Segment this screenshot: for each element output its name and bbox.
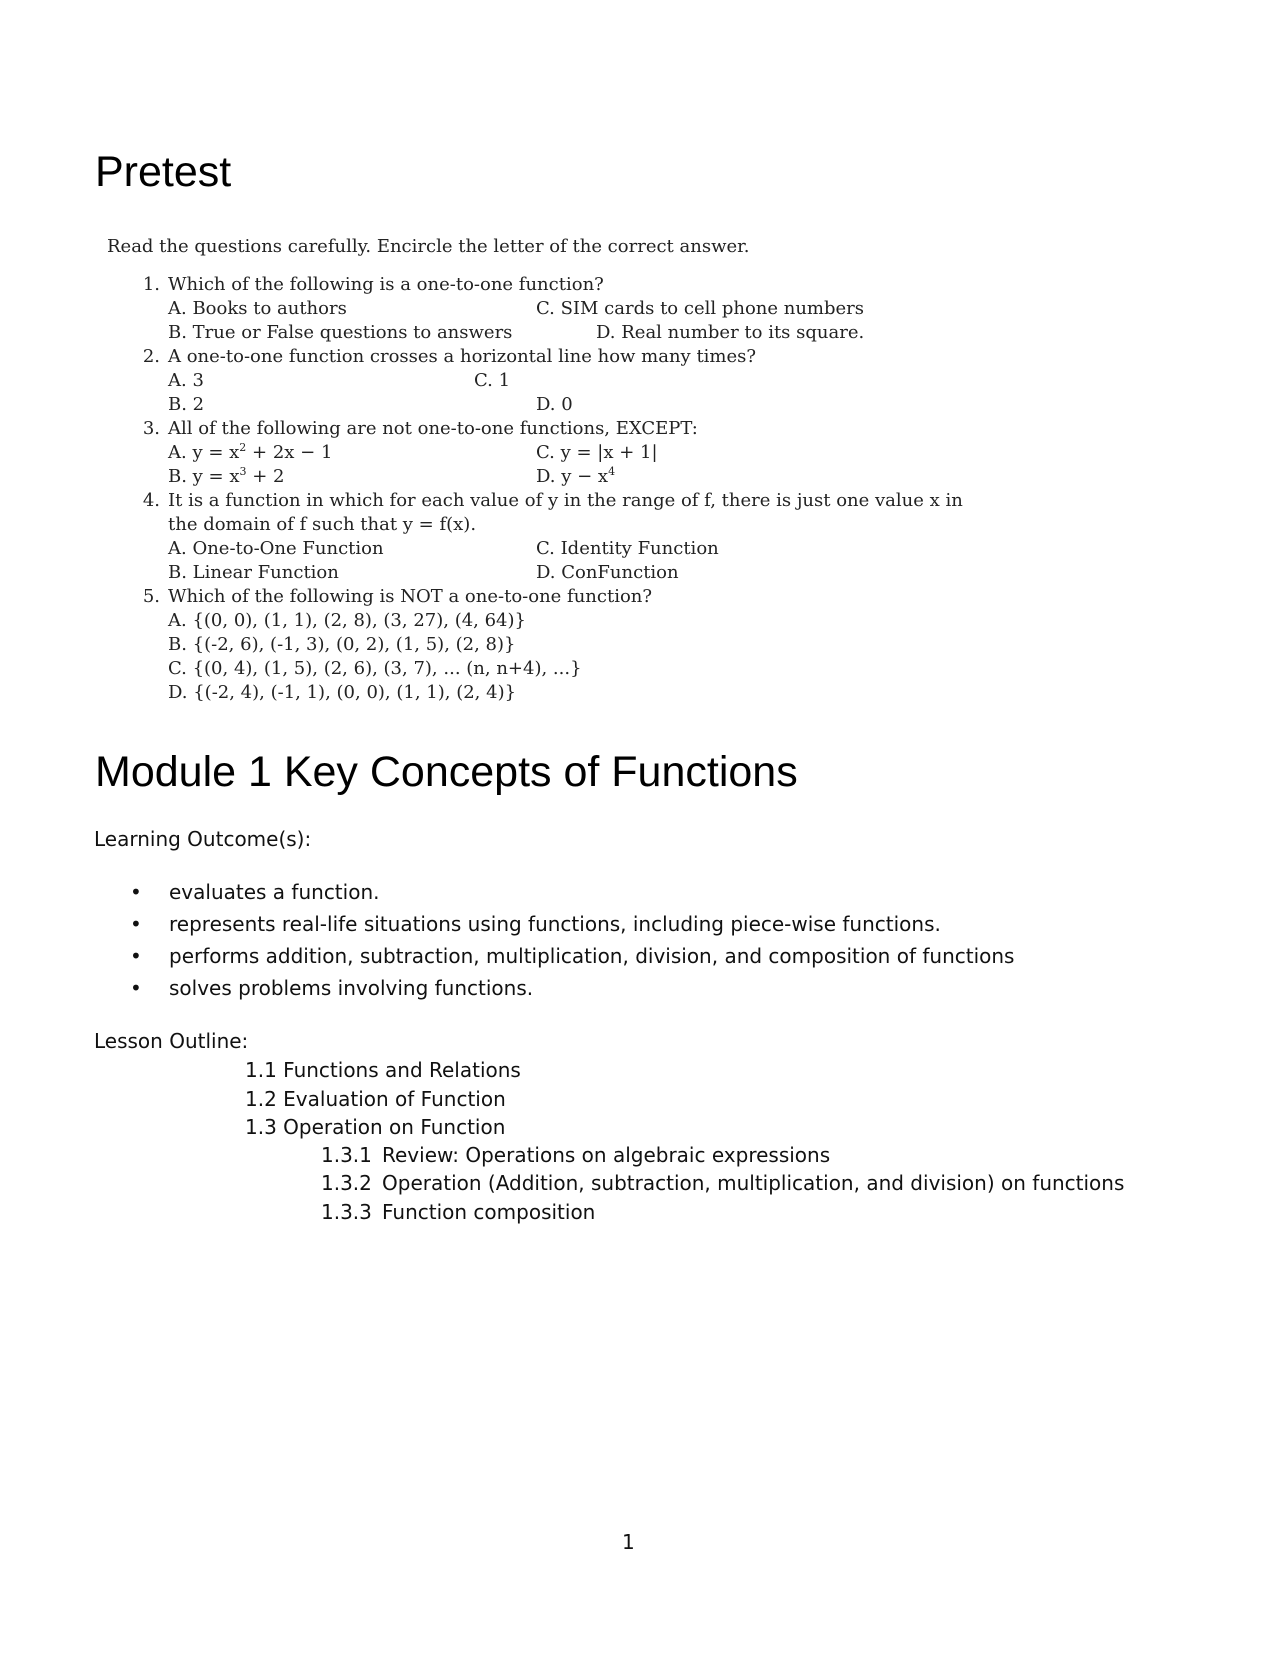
bullet-icon: • <box>130 944 142 968</box>
outline-item: 1.3 Operation on Function <box>245 1115 506 1139</box>
q3-a-suffix: + 2x − 1 <box>246 442 333 463</box>
bullet-icon: • <box>130 976 142 1000</box>
q3-option-d <box>536 466 615 487</box>
question-4-continued: the domain of f such that y = f(x). <box>168 514 477 535</box>
outcome-text: evaluates a function. <box>169 880 380 904</box>
q3-b-exponent: 3 <box>239 465 247 478</box>
question-number: 5. <box>142 586 160 607</box>
q3-a-prefix: A. y = x <box>168 442 240 463</box>
q5-option-b: B. {(-2, 6), (-1, 3), (0, 2), (1, 5), (2, 8)} <box>168 634 516 655</box>
q3-d-exponent: 4 <box>608 465 616 478</box>
q5-option-a: A. {(0, 0), (1, 1), (2, 8), (3, 27), (4, 64)} <box>168 610 526 631</box>
suboutline-number: 1.3.3 <box>321 1200 372 1224</box>
question-number: 1. <box>142 274 160 295</box>
q4-option-d: D. ConFunction <box>536 562 679 583</box>
q3-option-b <box>168 466 285 487</box>
question-number: 3. <box>142 418 160 439</box>
outline-item: 1.1 Functions and Relations <box>245 1058 521 1082</box>
q1-option-d: D. Real number to its square. <box>596 322 865 343</box>
pretest-title: Pretest <box>95 148 232 196</box>
question-5 <box>130 586 652 607</box>
q3-d-prefix: D. y − x <box>536 466 609 487</box>
q3-b-prefix: B. y = x <box>168 466 240 487</box>
q2-option-d: D. 0 <box>536 394 573 415</box>
question-3 <box>130 418 698 439</box>
question-text: Which of the following is NOT a one-to-one function? <box>168 586 653 607</box>
q2-option-b: B. 2 <box>168 394 205 415</box>
q4-option-a: A. One-to-One Function <box>168 538 384 559</box>
question-text: Which of the following is a one-to-one function? <box>168 274 604 295</box>
q3-option-a <box>168 442 332 463</box>
q1-option-a: A. Books to authors <box>168 298 347 319</box>
suboutline-text: Function composition <box>382 1200 596 1224</box>
outcome-text: represents real-life situations using functions, including piece-wise functions. <box>169 912 941 936</box>
suboutline-text: Review: Operations on algebraic expressions <box>382 1143 831 1167</box>
learning-outcomes-label: Learning Outcome(s): <box>94 827 312 851</box>
q2-option-c: C. 1 <box>474 370 511 391</box>
outline-item: 1.2 Evaluation of Function <box>245 1087 506 1111</box>
suboutline-item <box>321 1200 596 1224</box>
question-text: It is a function in which for each value of y in the range of f, there is just one value x in <box>168 490 963 511</box>
question-4 <box>130 490 963 511</box>
q2-option-a: A. 3 <box>168 370 204 391</box>
lesson-outline-label: Lesson Outline: <box>94 1029 249 1053</box>
suboutline-number: 1.3.1 <box>321 1143 372 1167</box>
question-text: A one-to-one function crosses a horizontal line how many times? <box>168 346 757 367</box>
module-title: Module 1 Key Concepts of Functions <box>95 748 798 796</box>
suboutline-item <box>321 1171 1125 1195</box>
q3-b-suffix: + 2 <box>246 466 285 487</box>
bullet-icon: • <box>130 880 142 904</box>
question-text: All of the following are not one-to-one functions, EXCEPT: <box>168 418 698 439</box>
question-2 <box>130 346 756 367</box>
q5-option-d: D. {(-2, 4), (-1, 1), (0, 0), (1, 1), (2, 4)} <box>168 682 517 703</box>
outcome-text: solves problems involving functions. <box>169 976 534 1000</box>
question-number: 4. <box>142 490 160 511</box>
bullet-icon: • <box>130 912 142 936</box>
q5-option-c: C. {(0, 4), (1, 5), (2, 6), (3, 7), ... (n, n+4), ...} <box>168 658 582 679</box>
q1-option-c: C. SIM cards to cell phone numbers <box>536 298 865 319</box>
suboutline-text: Operation (Addition, subtraction, multiplication, and division) on functions <box>382 1171 1125 1195</box>
q4-option-b: B. Linear Function <box>168 562 339 583</box>
pretest-instruction: Read the questions carefully. Encircle the letter of the correct answer. <box>107 236 750 257</box>
question-1 <box>130 274 604 295</box>
q3-option-c: C. y = |x + 1| <box>536 442 658 463</box>
q1-option-b: B. True or False questions to answers <box>168 322 513 343</box>
suboutline-number: 1.3.2 <box>321 1171 372 1195</box>
page-number: 1 <box>622 1530 635 1554</box>
question-number: 2. <box>142 346 160 367</box>
q3-a-exponent: 2 <box>239 441 247 454</box>
suboutline-item <box>321 1143 831 1167</box>
outcome-text: performs addition, subtraction, multiplication, division, and composition of functions <box>169 944 1015 968</box>
q4-option-c: C. Identity Function <box>536 538 719 559</box>
